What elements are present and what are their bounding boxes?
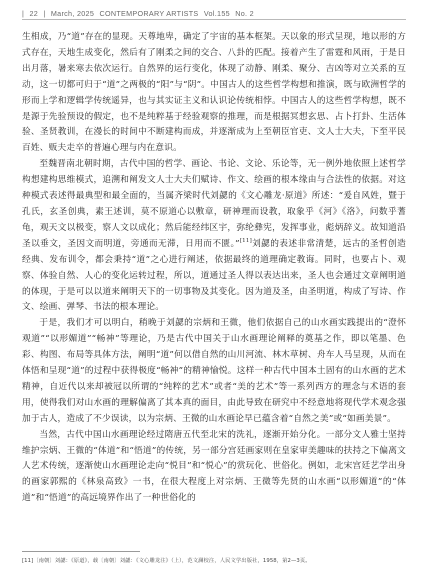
journal-name: CONTEMPORARY ARTISTS: [99, 9, 199, 18]
footnote-reference: [11]: [239, 237, 252, 244]
paragraph-4: 当然，古代中国山水画理论经过隋唐五代至北宋的洗礼，逐渐开始分化。一部分文人雅士坚持维护宗炳、王微的“体道”和“悟道”的传统，另一部分宫廷画家则在皇家审美趣味的扶持之下偏离文人艺术传统，逐渐使山水画理论走向“悦目”和“悦心”的赏玩化、世俗化。例如，北宋宫廷艺学出身的画家郭熙的《林泉高致》一书，在很大程度上对宗炳、王微等先贤的山水画“以形媚道”的“体道”和“悟道”的高远境界作出了一种世俗化的: [22, 429, 406, 504]
running-header: | 22 | March, 2025 CONTEMPORARY ARTISTS Vol.155 No. 2: [22, 9, 254, 18]
paragraph-2: [22, 157, 406, 316]
footnote: [11]〔南朝〕刘勰：《原道》，载〔南朝〕刘勰：《文心雕龙注》（上），范文澜校注，人民文学出版社，1958，第2—3页。: [22, 558, 311, 564]
paragraph-1: 生相成，乃“道”存在的显现。天尊地卑，确定了宇宙的基本框架。天以象的形式呈现，地以形的方式存在，天地生成变化，然后有了刚柔之间的交合、八卦的匹配。接着产生了雷霆和风雨，于是日出月落，暑来寒去依次运行。自然界的运行变化，体现了动静、刚柔、聚分、吉凶等对立关系的互动，这一切都可归于“道”之两极的“阳”与“阴”。中国古人的这些哲学构想和推演，既与欧洲哲学的形而上学和逻辑学传统遥异，也与其实证主义和认识论传统相悖。中国古人的这些哲学构想，既不是源于先验预设的假定，也不是纯粹基于经验观察的推理，而是根据冥想玄思、占卜打卦、生活体验、圣贤教训，在漫长的时间中不断建构而成，并逐渐成为上至朝臣官吏、文人士大夫，下至平民百姓、贩夫走卒的普遍心理与内在意识。: [22, 32, 406, 154]
article-body: [22, 30, 406, 507]
paragraph-2-text-after: 刘勰的表述非常清楚，远古的圣哲创造经典、发布训令，都会秉持“道”之心进行阐述，依据最终的道理确定教诲。同时，也要占卜、观察、体验自然、人心的变化运转过程，所以，道通过圣人得以表达出来，圣人也会通过文章阐明道的体现，于是可以以道来阐明天下的一切事物及其变化。因为道及圣，由圣明道，构成了写诗、作文、绘画、弹琴、书法的根本理论。: [22, 238, 407, 313]
paragraph-3: 于是，我们才可以明白，稍晚于刘勰的宗炳和王微，他们依据自己的山水画实践提出的“澄怀观道”“以形媚道”“畅神”等理论，乃是古代中国关于山水画理论阐释的奠基之作，即以笔墨、色彩、构图、布局等具体方法，阐明“道”何以借自然的山川河流、林木草树、舟车人马呈现，从而在体悟和呈现“道”的过程中获得极度“畅神”的精神愉悦。这样一种古代中国本土固有的山水画的艺术精神，自近代以来却被冠以所谓的“纯粹的艺术”或者“美的艺术”等一系列西方的理念与术语的套用，使得我们对山水画的理解偏离了其本真的面目，由此导致在研究中不经意地将现代学术观念强加于古人，造成了不少误读，以为宗炳、王微的山水画论早已蕴含着“自然之美”或“如画美景”。: [22, 318, 406, 424]
issue-date: March, 2025: [50, 9, 95, 18]
issue-label: No. 2: [235, 9, 254, 18]
header-divider: [22, 19, 406, 20]
page-number: 22: [29, 9, 39, 18]
volume-label: Vol.155: [203, 9, 230, 18]
footnote-divider: [22, 551, 140, 552]
paragraph-2-text-before: 至魏晋南北朝时期，古代中国的哲学、画论、书论、文论、乐论等，无一例外地依照上述哲学构想建构思维模式，追溯和阐发文人士大夫们赋诗、作文、绘画的根本缘由与合法性的依据。对这种模式表述得最典型和最全面的，当属齐梁时代刘勰的《文心雕龙·原道》所述：“爰自风姓，暨于孔氏，玄圣创典，素王述训，莫不原道心以敷章，研神理而设教，取象乎《河》《洛》，问数乎蓍龟，观天文以极变，察人文以成化；然后能经纬区宇，弥纶彝宪，发挥事业，彪炳辞义。故知道沿圣以垂文，圣因文而明道，旁通而无滞，日用而不匮。”: [22, 159, 406, 249]
